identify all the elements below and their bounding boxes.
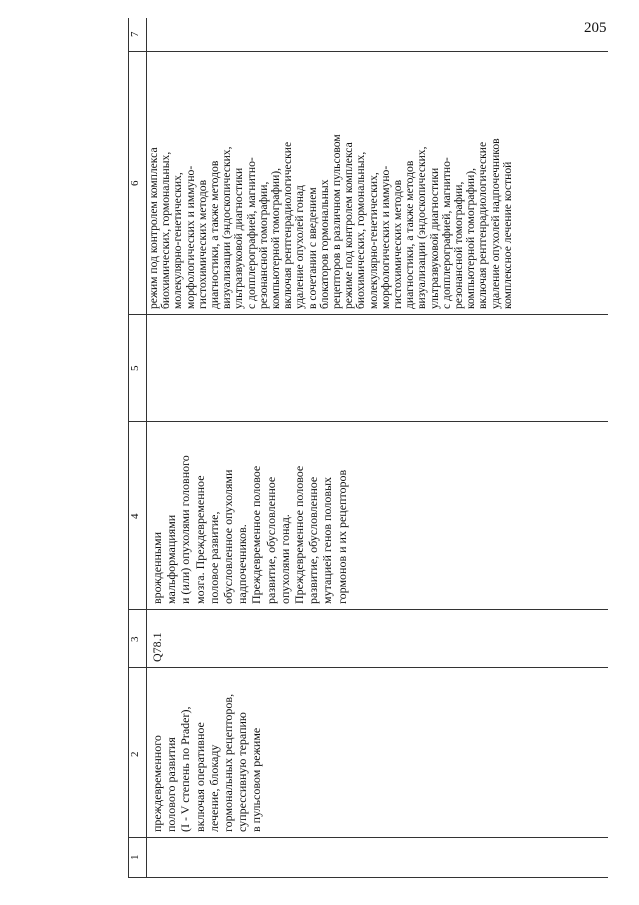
column-number: 2 [129, 751, 141, 757]
column-number: 6 [129, 180, 141, 186]
cell-col4: врожденными мальформациями и (или) опухолями головного мозга. Преждевременное половое развитие, обусловленное опухолями надпочечников. Преждевременное половое развитие, обусловленное опухолями гонад. Преждевременное половое развитие, обусловленное мутацией генов половых гормонов и их рецепторов [150, 455, 349, 604]
column-divider [128, 667, 608, 668]
cell-col6: режим под контролем комплекса биохимических, гормональных, молекулярно-генетических, морфологических и иммуно- гистохимических методов диагностики, а также методов визуализации (эндоскопических, ультразвуковой диагностики с допплерографией, магнитно- резонансной томографии, компьютерной томографии), включая рентгенрадиологические удаление опухолей гонад в сочетании с введением блокаторов гормональных рецепторов в различном пульсовом режиме под контролем комплекса биохимических, гормональных, молекулярно-генетических, морфологических и иммуно- гистохимических методов диагностики, а также методов визуализации (эндоскопических, ультразвуковой диагностики с допплерографией, магнитно- резонансной томографии, компьютерной томографии), включая рентгенрадиологические удаление опухолей надпочечников комплексное лечение костной [147, 134, 514, 309]
column-number: 7 [129, 31, 141, 37]
column-divider [128, 314, 608, 315]
cell-col3-code: Q78.1 [150, 632, 164, 662]
table-left-border [128, 877, 608, 878]
column-number: 1 [129, 854, 141, 860]
column-number: 3 [129, 636, 141, 642]
rotated-table [128, 18, 608, 878]
column-divider [128, 421, 608, 422]
column-divider [128, 51, 608, 52]
column-number: 4 [129, 513, 141, 519]
column-divider [128, 609, 608, 610]
column-divider [128, 837, 608, 838]
cell-col2: преждевременного полового развития (I - V степень по Prader), включая оперативное лечение, блокаду гормональных рецепторов, супрессивную терапию в пульсовом режиме [150, 693, 264, 832]
table-top-border [128, 18, 129, 878]
page-number: 205 [584, 20, 607, 36]
column-number: 5 [129, 365, 141, 371]
